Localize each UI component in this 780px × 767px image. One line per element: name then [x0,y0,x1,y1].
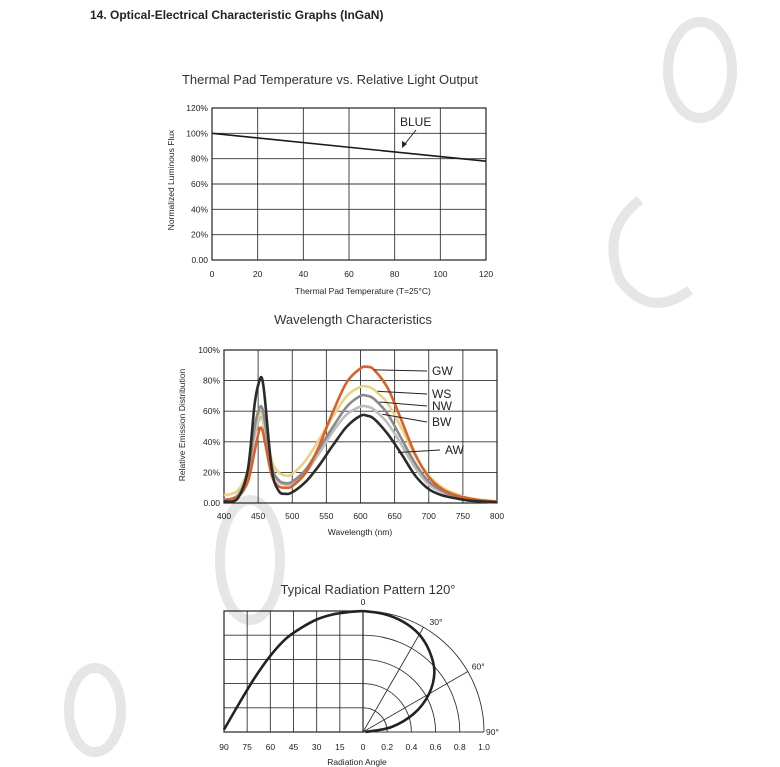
radiation-chart-title: Typical Radiation Pattern 120° [280,582,456,597]
blue-series-label: BLUE [400,115,432,129]
radiation-radius-tick: 0.8 [453,742,466,752]
thermal-x-tick: 0 [209,269,215,279]
thermal-y-tick: 60% [190,179,208,189]
radiation-spoke [363,627,424,732]
radiation-x-label: Radiation Angle [327,757,387,767]
wavelength-y-tick: 0.00 [203,498,220,508]
thermal-x-label: Thermal Pad Temperature (T=25°C) [295,286,431,296]
wavelength-chart [177,312,504,537]
thermal-y-tick: 0.00 [191,255,208,265]
radiation-ring [363,611,484,732]
spectrum-label-gw: GW [432,364,453,378]
wavelength-x-tick: 600 [353,511,368,521]
radiation-radius-tick: 0.6 [429,742,442,752]
radiation-angle-60: 60° [471,661,485,672]
wavelength-x-tick: 550 [319,511,334,521]
radiation-angle-90: 90° [486,727,499,737]
radiation-angle-30: 30° [429,617,443,628]
radiation-radius-tick: 1.0 [478,742,490,752]
wavelength-y-tick: 60% [202,406,220,417]
thermal-y-tick: 100% [186,128,208,139]
spectrum-pointer-ws [378,391,427,394]
thermal-x-tick: 60 [344,269,354,279]
radiation-left-tick: 15 [335,742,345,752]
thermal-x-tick: 80 [389,269,400,279]
radiation-left-tick: 90 [219,742,229,752]
radiation-angle-0: 0 [360,597,366,607]
spectrum-label-bw: BW [432,415,452,429]
wavelength-x-tick: 700 [421,511,436,521]
wavelength-chart-title: Wavelength Characteristics [274,312,432,327]
radiation-left-tick: 45 [288,742,299,752]
thermal-chart-title: Thermal Pad Temperature vs. Relative Light Output [181,72,479,87]
thermal-y-tick: 20% [190,229,208,240]
thermal-y-tick: 120% [186,103,208,113]
wavelength-y-tick: 40% [202,436,220,447]
wavelength-x-tick: 800 [489,511,505,521]
radiation-radius-tick: 0.4 [405,742,418,752]
thermal-chart [166,72,493,296]
thermal-x-tick: 40 [298,269,309,279]
blue-label-pointer [404,130,416,145]
wavelength-x-tick: 450 [251,511,266,521]
spectrum-label-ws: WS [432,387,452,401]
radiation-spoke [363,672,468,733]
radiation-ring [363,659,436,732]
radiation-left-tick: 75 [242,742,252,752]
spectrum-label-aw: AW [445,443,464,457]
wavelength-y-label: Relative Emission Distribution [177,368,187,482]
radiation-ring [363,635,460,732]
thermal-x-tick: 100 [433,269,448,279]
wavelength-x-tick: 750 [455,511,470,521]
radiation-left-tick: 60 [265,742,276,752]
wavelength-y-tick: 100% [198,345,220,355]
spectrum-pointer-gw [374,370,427,371]
thermal-y-tick: 40% [190,204,208,215]
thermal-y-tick: 80% [190,153,208,164]
thermal-x-tick: 120 [478,269,494,279]
radiation-left-tick: 0 [360,742,366,752]
wavelength-y-tick: 20% [202,467,220,478]
thermal-y-label: Normalized Luminous Flux [166,129,176,231]
radiation-radius-tick: 0.2 [381,742,394,752]
section-heading: 14. Optical-Electrical Characteristic Graphs (InGaN) [90,8,384,22]
wavelength-x-tick: 500 [285,511,300,521]
thermal-x-tick: 20 [252,269,263,279]
wavelength-x-tick: 650 [387,511,402,521]
radiation-left-tick: 30 [311,742,322,752]
wavelength-x-label: Wavelength (nm) [327,527,393,537]
wavelength-x-tick: 400 [216,511,232,521]
spectrum-label-nw: NW [432,399,452,413]
wavelength-y-tick: 80% [202,375,220,386]
